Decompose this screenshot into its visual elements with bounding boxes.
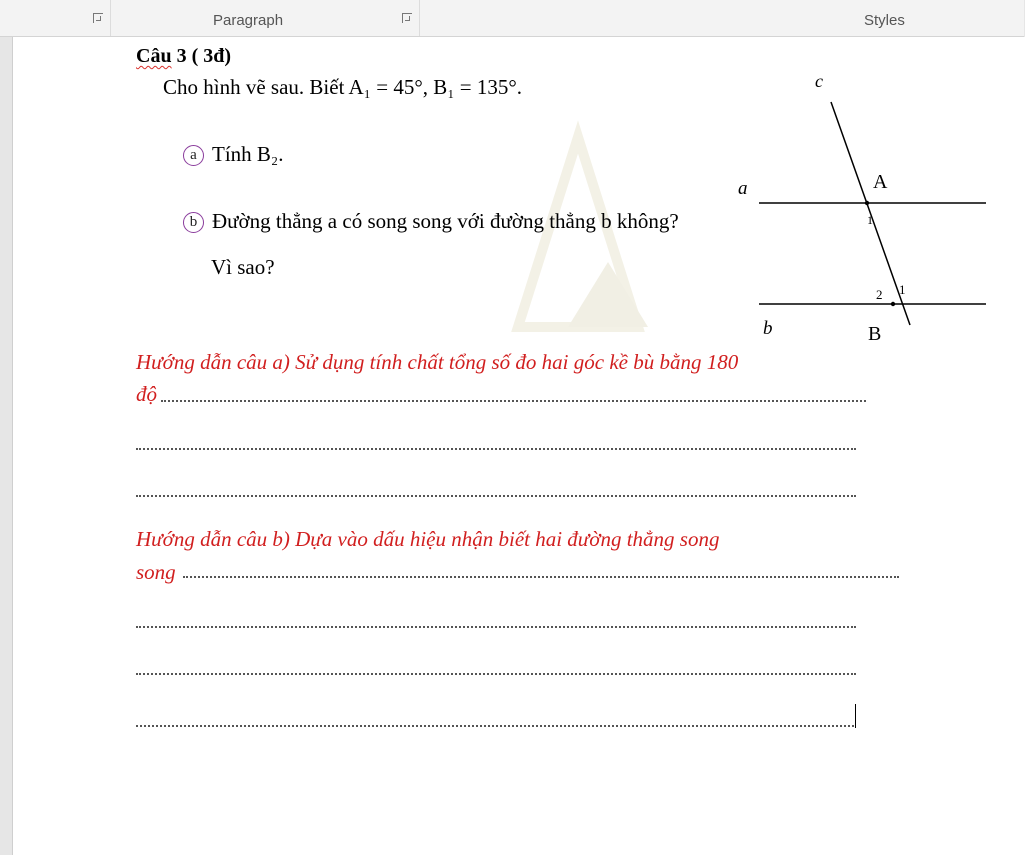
- angle-A1-label: 1: [867, 213, 873, 227]
- hint-b-line2: song: [136, 560, 176, 584]
- answer-dotted-line[interactable]: [136, 673, 856, 675]
- label-point-A: A: [873, 171, 888, 193]
- part-a: [183, 142, 284, 167]
- document-page[interactable]: [12, 37, 1025, 855]
- question-title: [136, 45, 231, 68]
- part-a-marker: a: [183, 145, 204, 166]
- hint-a-line1: Hướng dẫn câu a) Sử dụng tính chất tổng số đo hai góc kề bù bằng 180: [136, 350, 739, 374]
- angle-B1-label: 1: [899, 282, 906, 297]
- styles-group-label: Styles: [864, 12, 905, 29]
- paragraph-group-label: Paragraph: [213, 12, 284, 29]
- point-A-dot: [865, 201, 869, 205]
- angle-B2-label: 2: [876, 287, 883, 302]
- parallel-lines-figure: [733, 67, 1013, 345]
- label-c: c: [815, 71, 823, 91]
- label-b: b: [763, 318, 773, 339]
- point-B-dot: [891, 302, 895, 306]
- part-a-text: Tính B₂.: [212, 142, 284, 166]
- hint-b-line1: Hướng dẫn câu b) Dựa vào dấu hiệu nhận biết hai đường thẳng song: [136, 527, 720, 551]
- answer-dotted-line[interactable]: [161, 400, 866, 402]
- answer-dotted-line[interactable]: [136, 495, 856, 497]
- paragraph-dialog-launcher-icon[interactable]: [402, 13, 412, 23]
- title-rest: 3 ( 3đ): [176, 45, 232, 67]
- part-b: [183, 209, 679, 234]
- label-a: a: [738, 178, 748, 199]
- text-cursor: [855, 704, 856, 728]
- label-point-B: B: [868, 323, 882, 345]
- part-b-text: Đường thẳng a có song song với đường thẳng b không?: [212, 209, 679, 233]
- ribbon-separator: [110, 0, 111, 36]
- ribbon-bar: [0, 0, 1024, 37]
- answer-dotted-line[interactable]: [136, 626, 856, 628]
- font-dialog-launcher-icon[interactable]: [93, 13, 103, 23]
- hint-a-line2: độ: [136, 382, 157, 406]
- answer-dotted-line[interactable]: [136, 448, 856, 450]
- title-prefix: Câu: [136, 45, 172, 67]
- question-intro: Cho hình vẽ sau. Biết A₁ = 45°, B₁ = 135°.: [163, 75, 523, 99]
- answer-dotted-line[interactable]: [183, 576, 899, 578]
- part-b-marker: b: [183, 212, 204, 233]
- answer-dotted-line[interactable]: [136, 725, 854, 727]
- ribbon-separator: [419, 0, 420, 36]
- part-b-text-line2: Vì sao?: [211, 255, 275, 279]
